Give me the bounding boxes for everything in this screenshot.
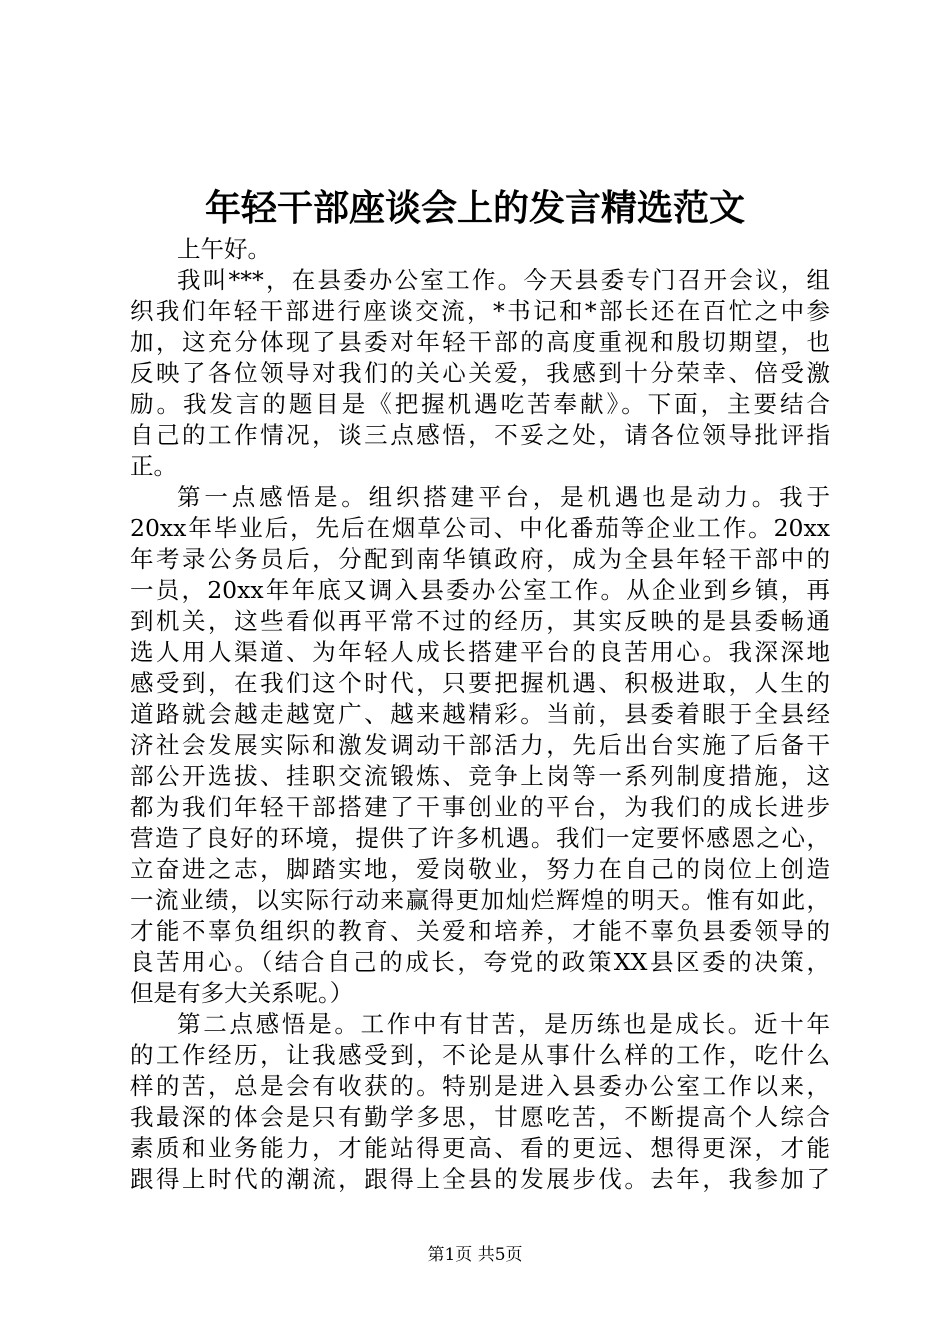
paragraph-line: 年考录公务员后，分配到南华镇政府，成为全县年轻干部中的 [130, 545, 830, 573]
paragraph-line: 济社会发展实际和激发调动干部活力，先后出台实施了后备干 [130, 731, 830, 759]
paragraph-line: 第一点感悟是。组织搭建平台，是机遇也是动力。我于 [177, 483, 830, 511]
paragraph-line: 样的苦，总是会有收获的。特别是进入县委办公室工作以来， [130, 1072, 830, 1100]
paragraph-line: 立奋进之志，脚踏实地，爱岗敬业，努力在自己的岗位上创造 [130, 855, 830, 883]
paragraph-line: 织我们年轻干部进行座谈交流，*书记和*部长还在百忙之中参 [130, 297, 830, 325]
page-number-footer: 第1页 共5页 [427, 1245, 523, 1265]
paragraph-line: 跟得上时代的潮流，跟得上全县的发展步伐。去年，我参加了 [130, 1165, 830, 1193]
paragraph-line: 20xx年毕业后，先后在烟草公司、中化番茄等企业工作。20xx [130, 514, 830, 542]
paragraph-line: 正。 [130, 452, 177, 480]
paragraph-line: 但是有多大关系呢。） [130, 979, 354, 1007]
paragraph-line: 励。我发言的题目是《把握机遇吃苦奉献》。下面，主要结合 [130, 390, 830, 418]
paragraph-line: 到机关，这些看似再平常不过的经历，其实反映的是县委畅通 [130, 607, 830, 635]
paragraph-line: 我叫***，在县委办公室工作。今天县委专门召开会议，组 [177, 266, 830, 294]
paragraph-line: 营造了良好的环境，提供了许多机遇。我们一定要怀感恩之心， [130, 824, 830, 852]
paragraph-line: 部公开选拔、挂职交流锻炼、竞争上岗等一系列制度措施，这 [130, 762, 830, 790]
paragraph-line: 反映了各位领导对我们的关心关爱，我感到十分荣幸、倍受激 [130, 359, 830, 387]
paragraph-line: 我最深的体会是只有勤学多思，甘愿吃苦，不断提高个人综合 [130, 1103, 830, 1131]
paragraph-line: 的工作经历，让我感受到，不论是从事什么样的工作，吃什么 [130, 1041, 830, 1069]
paragraph-line: 道路就会越走越宽广、越来越精彩。当前，县委着眼于全县经 [130, 700, 830, 728]
paragraph-line: 感受到，在我们这个时代，只要把握机遇、积极进取，人生的 [130, 669, 830, 697]
document-body [130, 234, 830, 1195]
paragraph-line: 素质和业务能力，才能站得更高、看的更远、想得更深，才能 [130, 1134, 830, 1162]
paragraph-line: 选人用人渠道、为年轻人成长搭建平台的良苦用心。我深深地 [130, 638, 830, 666]
paragraph-line: 一员，20xx年年底又调入县委办公室工作。从企业到乡镇，再 [130, 576, 830, 604]
paragraph-line: 才能不辜负组织的教育、关爱和培养，才能不辜负县委领导的 [130, 917, 830, 945]
paragraph-line: 都为我们年轻干部搭建了干事创业的平台，为我们的成长进步 [130, 793, 830, 821]
paragraph-line: 上午好。 [177, 235, 271, 263]
paragraph-line: 一流业绩，以实际行动来赢得更加灿烂辉煌的明天。惟有如此， [130, 886, 830, 914]
document-title: 年轻干部座谈会上的发言精选范文 [204, 187, 745, 229]
paragraph-line: 第二点感悟是。工作中有甘苦，是历练也是成长。近十年 [177, 1010, 830, 1038]
paragraph-line: 加，这充分体现了县委对年轻干部的高度重视和殷切期望，也 [130, 328, 830, 356]
paragraph-line: 良苦用心。（结合自己的成长，夸党的政策XX县区委的决策， [130, 948, 830, 976]
paragraph-line: 自己的工作情况，谈三点感悟，不妥之处，请各位领导批评指 [130, 421, 830, 449]
